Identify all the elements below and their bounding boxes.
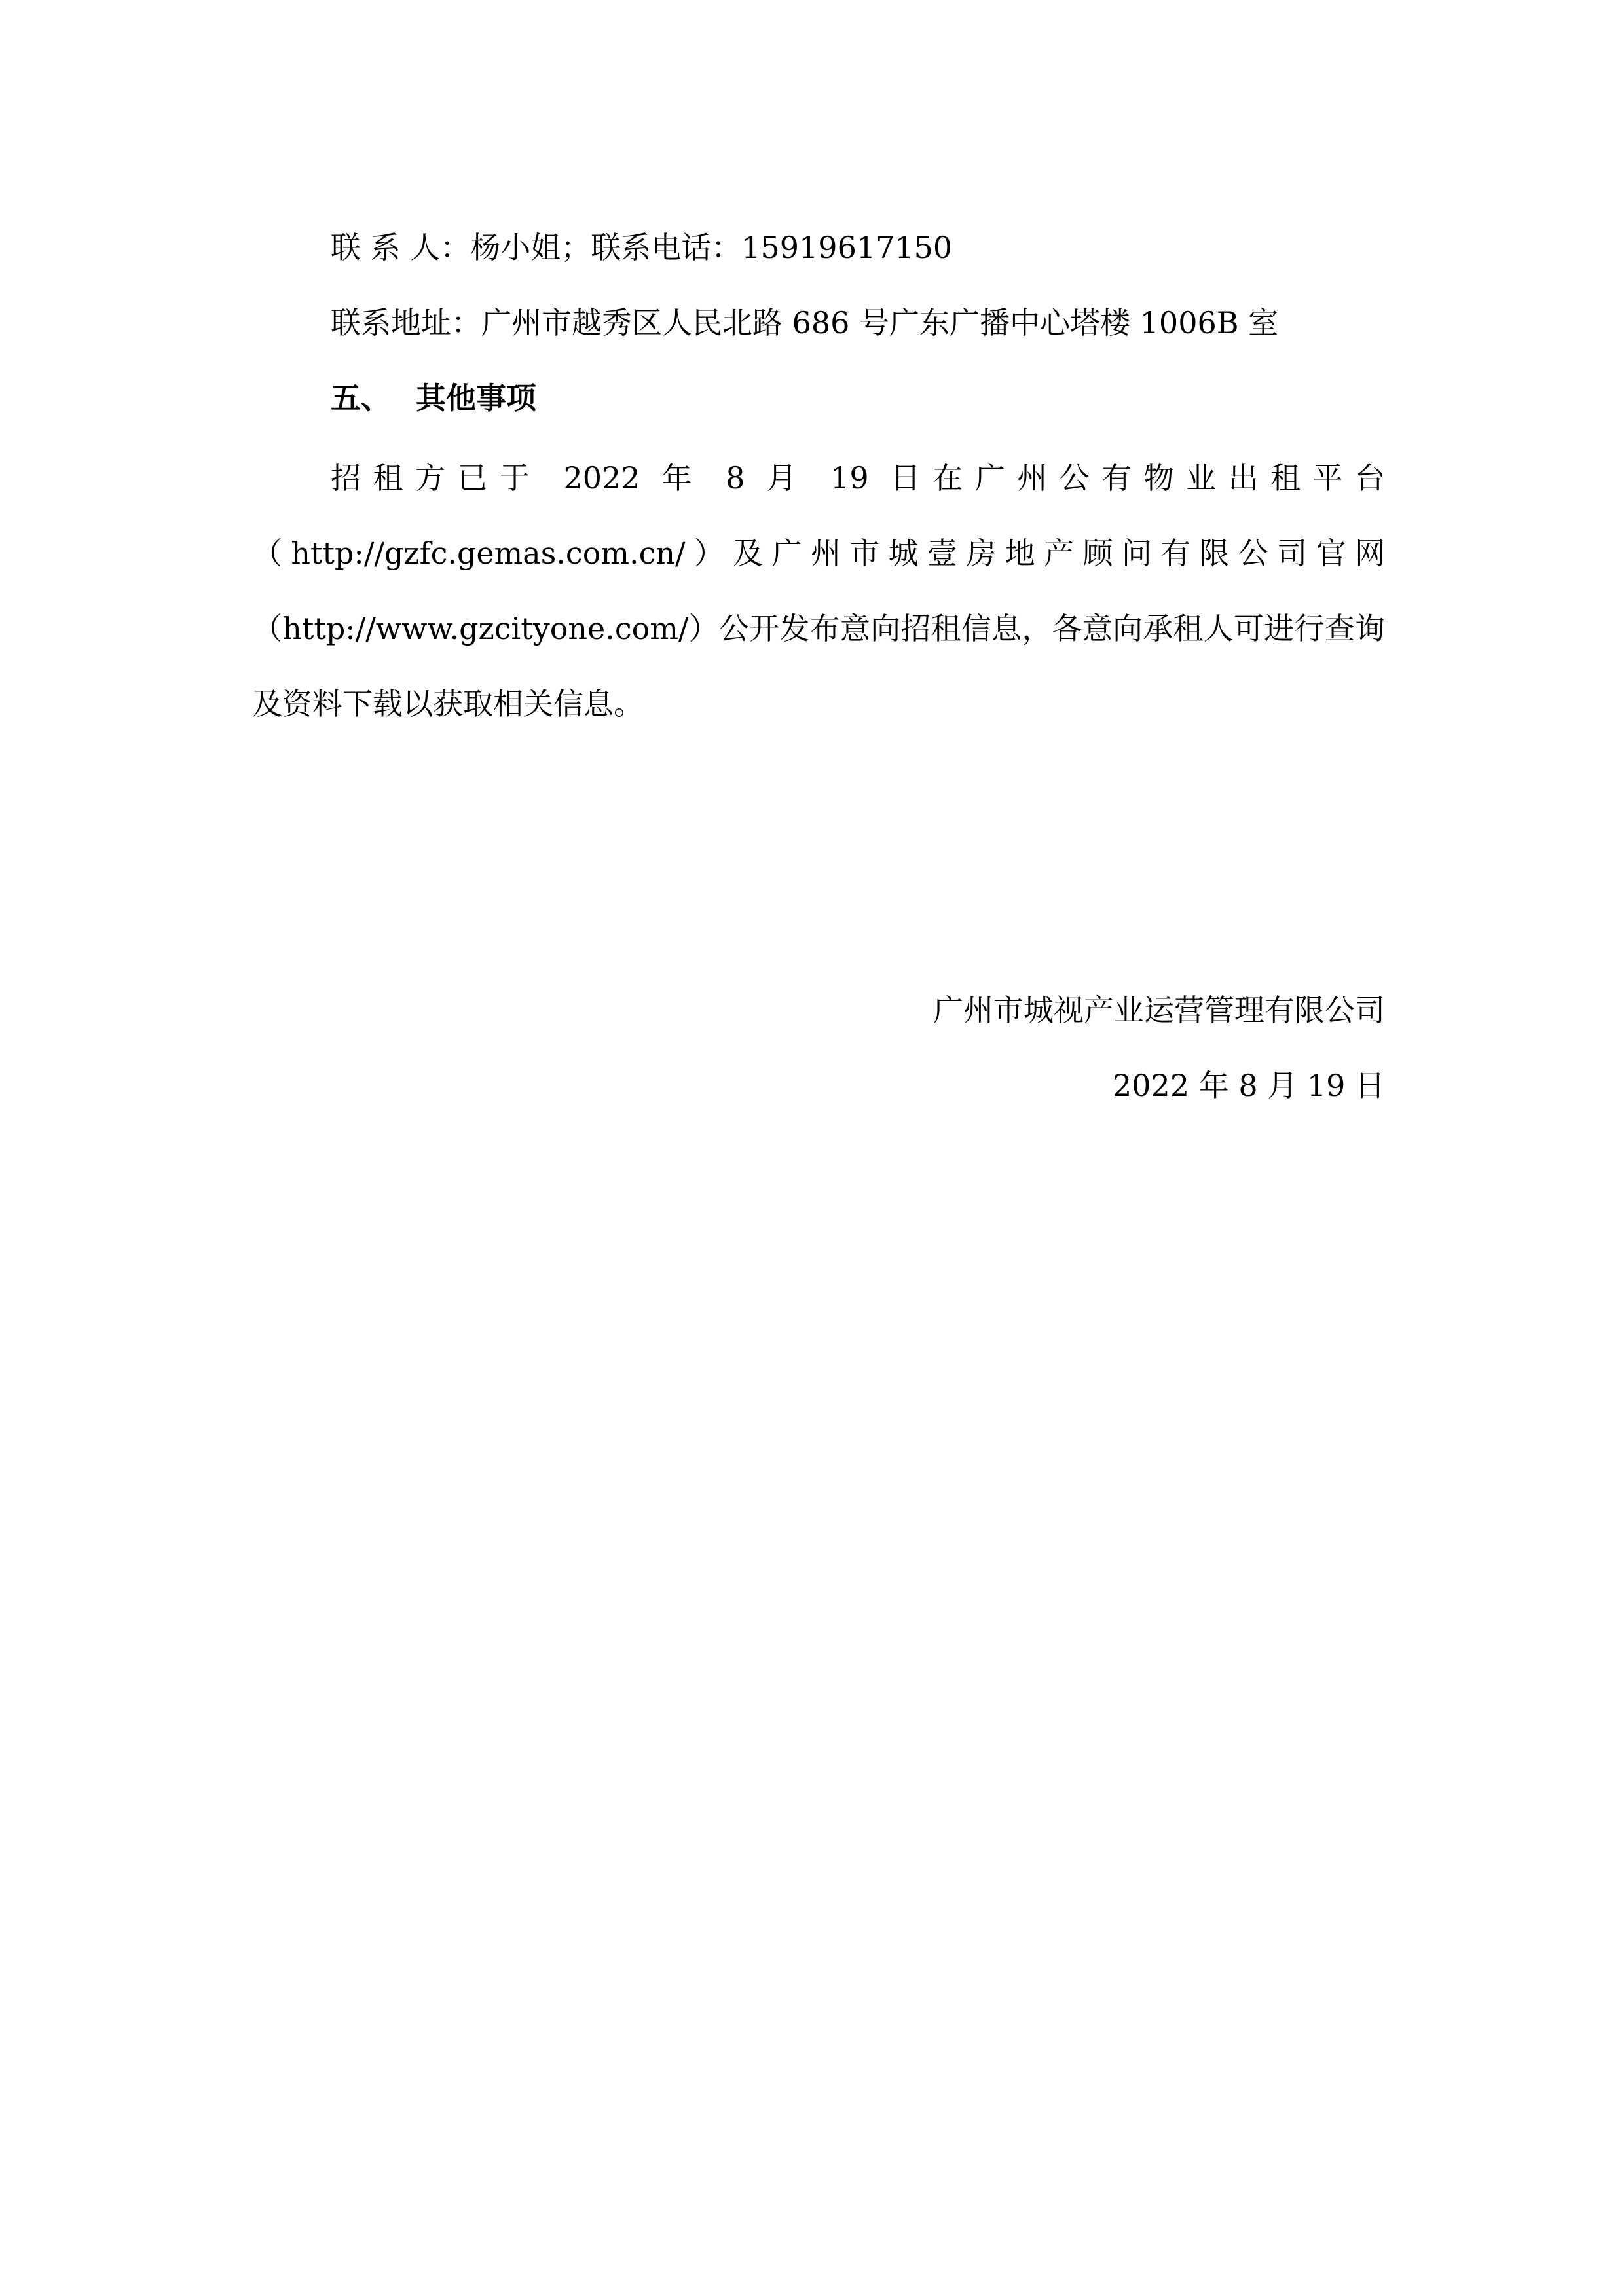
section-number: 五、 xyxy=(331,380,391,416)
signature-company: 广州市城视产业运营管理有限公司 xyxy=(933,993,1385,1028)
signature-date: 2022 年 8 月 19 日 xyxy=(1113,1068,1385,1103)
section-heading xyxy=(331,378,536,418)
section-title: 其他事项 xyxy=(416,380,536,416)
section-body-paragraph: 招租方已于 2022 年 8 月 19 日在广州公有物业出租平台（http://gzfc.gemas.com.cn/）及广州市城壹房地产顾问有限公司官网（http://www.gzcityone.com/）公开发布意向招租信息，各意向承租人可进行查询及资料下载以获取相关信息。 xyxy=(252,460,1385,721)
contact-person-line: 联 系 人：杨小姐；联系电话：15919617150 xyxy=(331,230,953,265)
contact-address-line: 联系地址：广州市越秀区人民北路 686 号广东广播中心塔楼 1006B 室 xyxy=(331,305,1279,340)
